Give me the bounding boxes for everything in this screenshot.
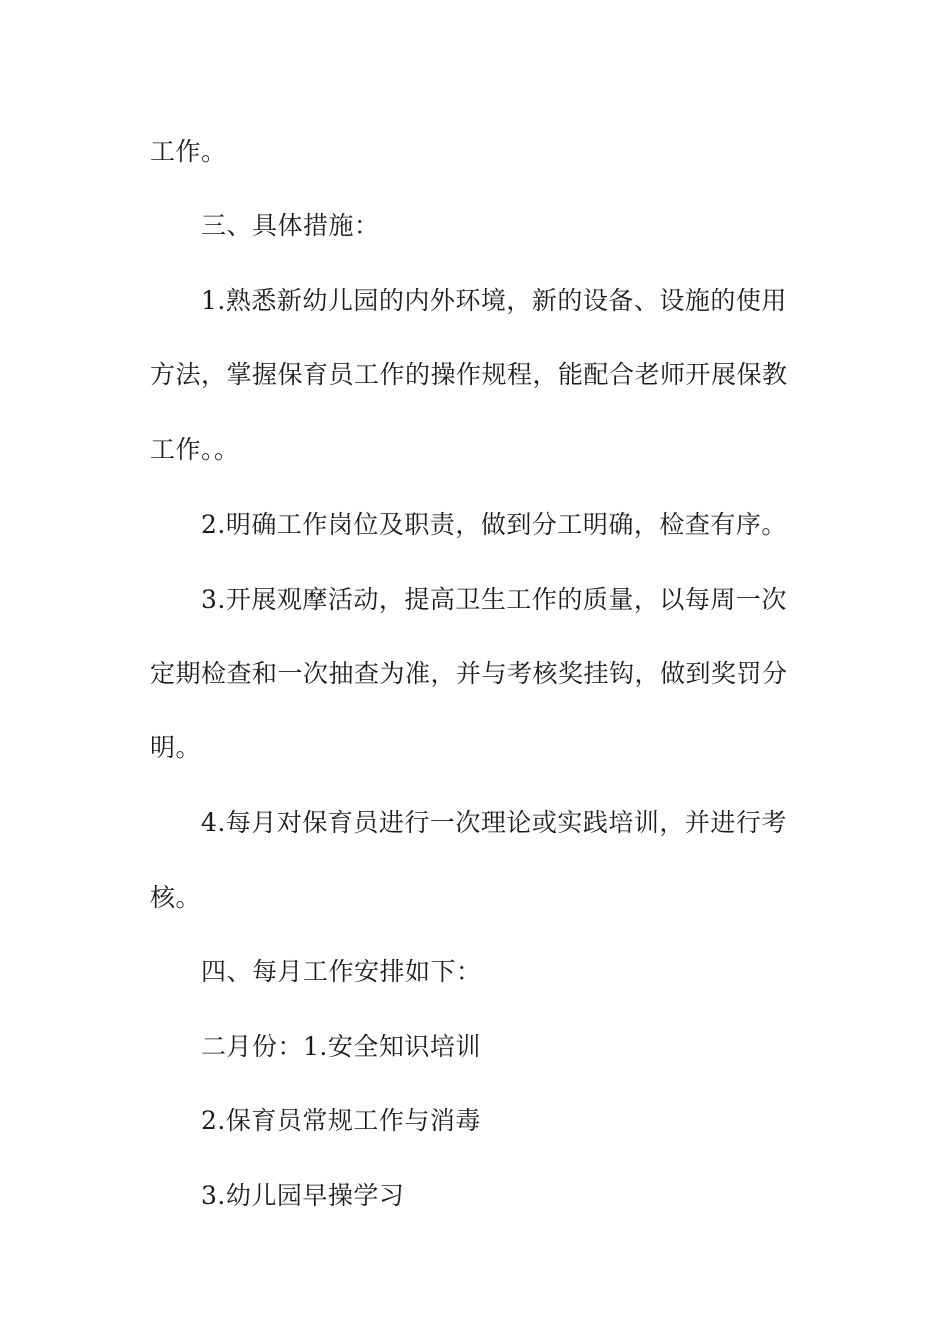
section-heading: 三、具体措施： [201, 211, 380, 240]
text-line: 1.熟悉新幼儿园的内外环境，新的设备、设施的使用 [201, 286, 787, 315]
text-line: 定期检查和一次抽查为准，并与考核奖挂钩，做到奖罚分 [150, 659, 788, 688]
text-line: 2.明确工作岗位及职责，做到分工明确，检查有序。 [201, 510, 787, 539]
text-line: 3.开展观摩活动，提高卫生工作的质量，以每周一次 [201, 585, 787, 614]
text-line: 2.保育员常规工作与消毒 [201, 1106, 481, 1135]
text-line: 方法，掌握保育员工作的操作规程，能配合老师开展保教 [150, 360, 788, 389]
section-heading: 四、每月工作安排如下： [201, 957, 482, 986]
text-line: 4.每月对保育员进行一次理论或实践培训，并进行考 [201, 808, 787, 837]
text-line: 工作。。 [150, 435, 240, 464]
text-line: 核。 [150, 883, 202, 912]
text-line: 工作。 [150, 137, 227, 166]
text-line: 3.幼儿园早操学习 [201, 1181, 405, 1210]
text-line: 二月份：1.安全知识培训 [201, 1032, 481, 1061]
text-line: 明。 [150, 733, 202, 762]
